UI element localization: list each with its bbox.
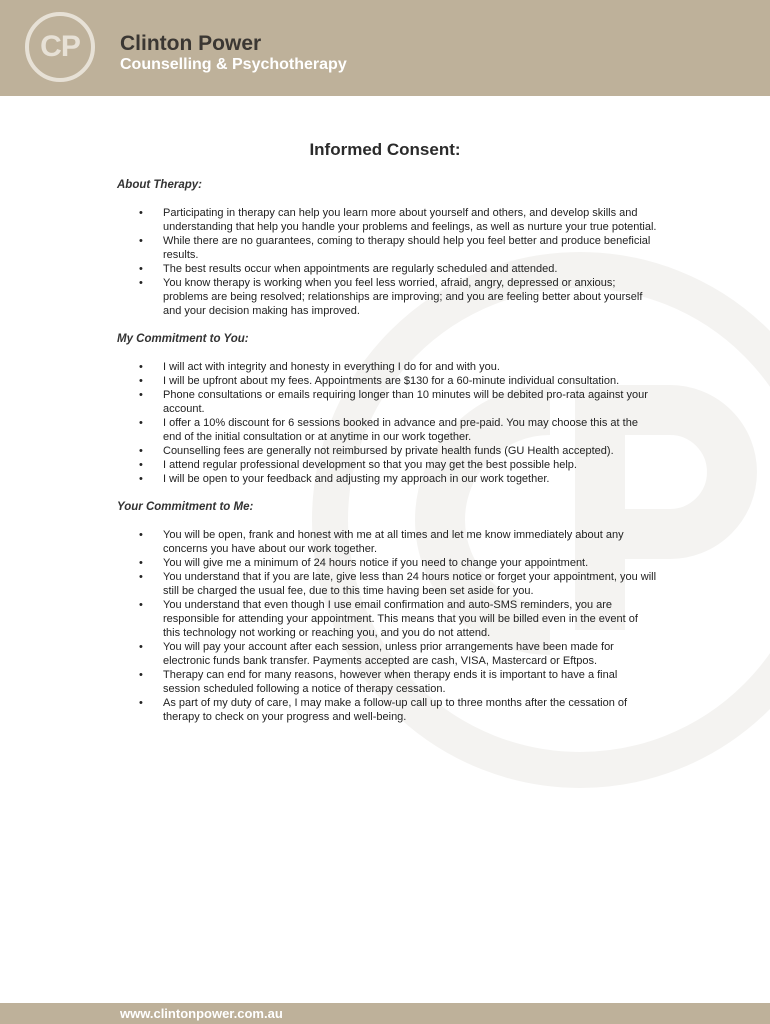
- list-item: • You will be open, frank and honest with me at all times and let me know immediately about any concerns you have about our work together.: [117, 528, 657, 556]
- logo-text: CP: [40, 30, 80, 63]
- brand-subtitle: Counselling & Psychotherapy: [120, 56, 347, 73]
- list-item: • The best results occur when appointments are regularly scheduled and attended.: [117, 262, 657, 276]
- bullet-list: [117, 360, 657, 486]
- list-item: • I will be open to your feedback and adjusting my approach in our work together.: [117, 472, 657, 486]
- list-item: • You know therapy is working when you feel less worried, afraid, angry, depressed or anxious; problems are being resolved; relationships are improving; and you are feeling better about yourself and your decision making has improved.: [117, 276, 657, 318]
- list-item: • You will give me a minimum of 24 hours notice if you need to change your appointment.: [117, 556, 657, 570]
- list-item: • Therapy can end for many reasons, however when therapy ends it is important to have a final session scheduled following a notice of therapy cessation.: [117, 668, 657, 696]
- list-item: • Counselling fees are generally not reimbursed by private health funds (GU Health accepted).: [117, 444, 657, 458]
- list-item: • While there are no guarantees, coming to therapy should help you feel better and produce beneficial results.: [117, 234, 657, 262]
- list-item: • I will be upfront about my fees. Appointments are $130 for a 60-minute individual consultation.: [117, 374, 657, 388]
- brand-name: Clinton Power: [120, 32, 262, 55]
- list-item: • You understand that if you are late, give less than 24 hours notice or forget your appointment, you will still be charged the usual fee, due to this time having been set aside for you.: [117, 570, 657, 598]
- list-item: • Participating in therapy can help you learn more about yourself and others, and develop skills and understanding that help you handle your problems and feelings, as well as nurture your true potential.: [117, 206, 657, 234]
- section-about-therapy: [117, 178, 657, 318]
- section-heading: My Commitment to You:: [117, 333, 249, 345]
- list-item: • I will act with integrity and honesty in everything I do for and with you.: [117, 360, 657, 374]
- footer-url[interactable]: www.clintonpower.com.au: [120, 1006, 283, 1021]
- list-item: • You will pay your account after each session, unless prior arrangements have been made for electronic funds bank transfer. Payments accepted are cash, VISA, Mastercard or Eftpos.: [117, 640, 657, 668]
- list-item: • I attend regular professional development so that you may get the best possible help.: [117, 458, 657, 472]
- section-your-commitment: [117, 500, 657, 724]
- list-item: • You understand that even though I use email confirmation and auto-SMS reminders, you are responsible for attending your appointment. This means that you will be billed even in the event of this technology not working or reaching you, and you do not attend.: [117, 598, 657, 640]
- section-heading: About Therapy:: [117, 179, 202, 191]
- page-footer: [0, 1003, 770, 1024]
- bullet-list: [117, 206, 657, 318]
- section-my-commitment: [117, 332, 657, 486]
- list-item: • As part of my duty of care, I may make a follow-up call up to three months after the cessation of therapy to check on your progress and well-being.: [117, 696, 657, 724]
- document-body: [117, 178, 657, 738]
- list-item: • Phone consultations or emails requiring longer than 10 minutes will be debited pro-rata against your account.: [117, 388, 657, 416]
- cp-logo: [25, 12, 95, 82]
- list-item: • I offer a 10% discount for 6 sessions booked in advance and pre-paid. You may choose this at the end of the initial consultation or at anytime in our work together.: [117, 416, 657, 444]
- section-heading: Your Commitment to Me:: [117, 501, 254, 513]
- document-title: Informed Consent:: [309, 140, 461, 159]
- bullet-list: [117, 528, 657, 724]
- page-header: [0, 0, 770, 96]
